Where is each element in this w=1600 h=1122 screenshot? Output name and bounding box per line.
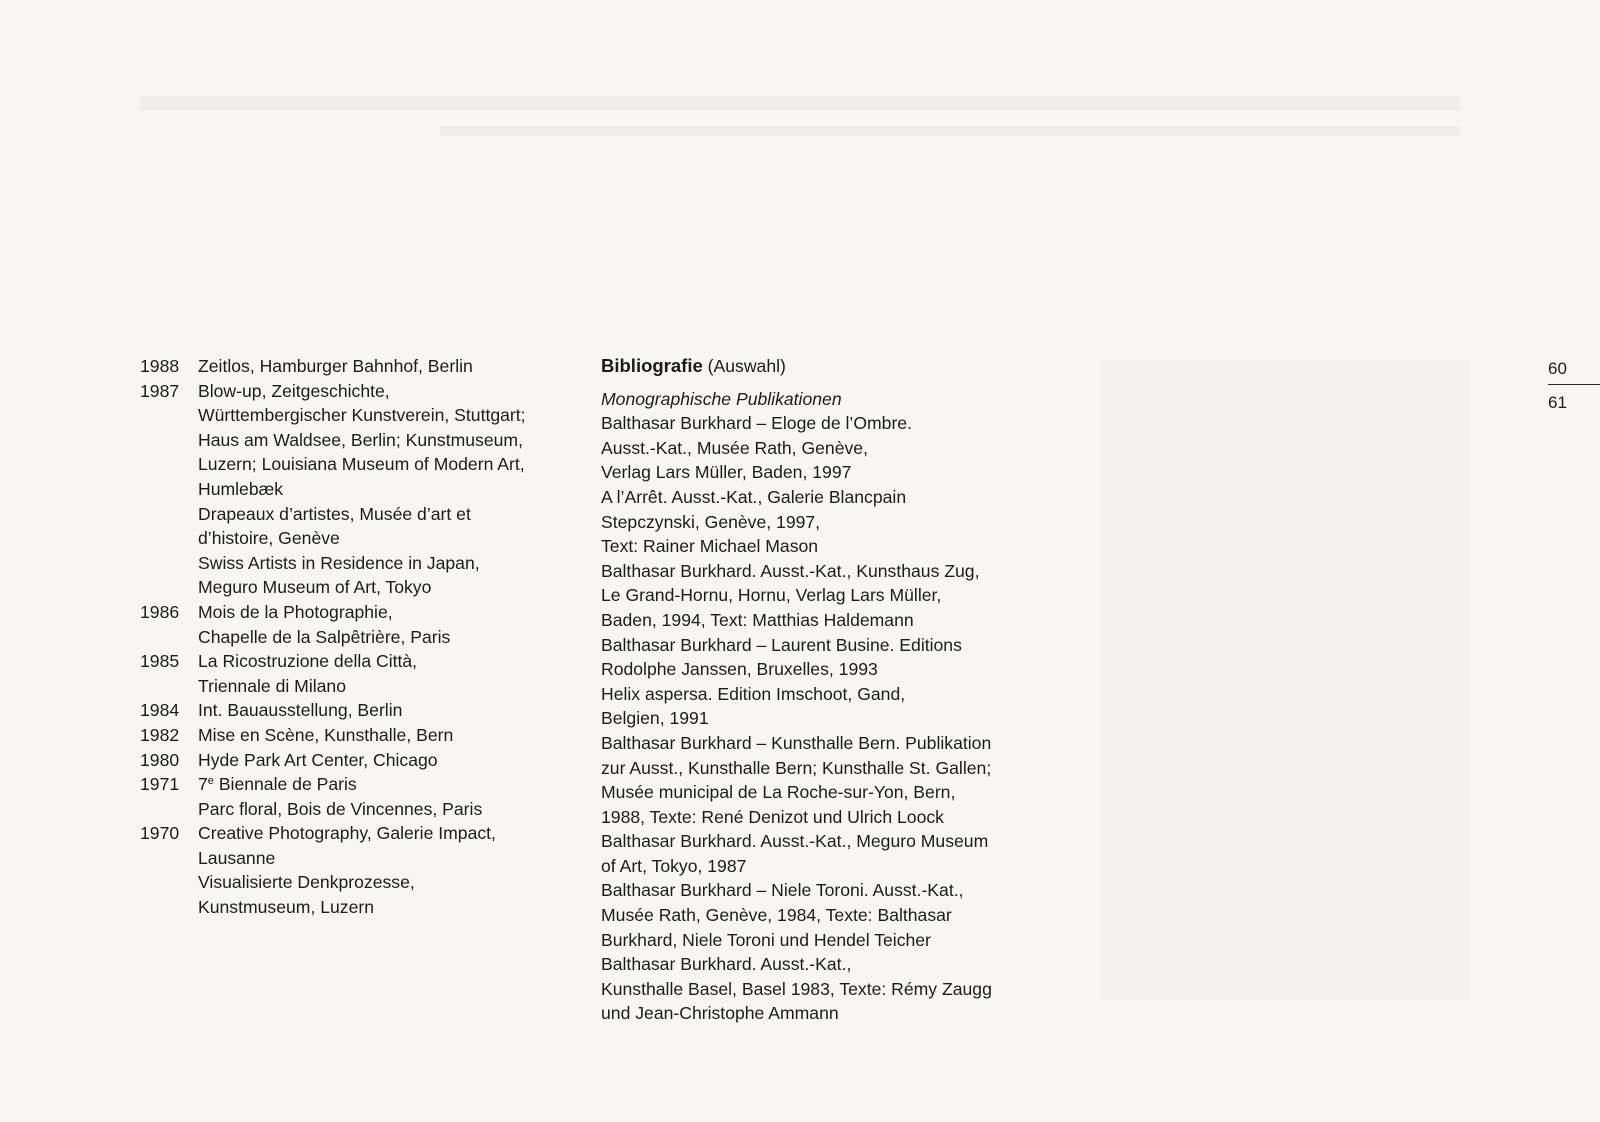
exhibition-line: Parc floral, Bois de Vincennes, Paris [198, 798, 483, 819]
bibliography-line: und Jean-Christophe Ammann [601, 1003, 839, 1024]
exhibition-year: 1986 [140, 601, 180, 622]
exhibition-line: Mois de la Photographie, [198, 601, 393, 622]
bibliography-line: A l’Arrêt. Ausst.-Kat., Galerie Blancpain [601, 486, 907, 507]
bibliography-line: Kunsthalle Basel, Basel 1983, Texte: Rémy Zaugg [601, 978, 992, 999]
bibliography-line: Musée Rath, Genève, 1984, Texte: Balthasar [601, 905, 952, 926]
bibliography-column [601, 354, 1041, 1026]
bibliography-line: Ausst.-Kat., Musée Rath, Genève, [601, 437, 868, 458]
bibliography-line: Le Grand-Hornu, Hornu, Verlag Lars Müller, [601, 585, 942, 606]
page-number-left: 60 [1548, 359, 1567, 378]
exhibition-line: La Ricostruzione della Città, [198, 651, 418, 672]
exhibition-entries [198, 723, 570, 748]
bibliography-line: Burkhard, Niele Toroni und Hendel Teicher [601, 929, 931, 950]
exhibitions-column [140, 354, 570, 920]
page-numbers [1548, 358, 1600, 414]
exhibition-row [140, 379, 570, 600]
bibliography-line: Balthasar Burkhard – Kunsthalle Bern. Publikation [601, 732, 992, 753]
exhibition-row [140, 354, 570, 379]
exhibition-row [140, 821, 570, 919]
exhibition-line: Blow-up, Zeitgeschichte, [198, 380, 390, 401]
exhibition-row [140, 698, 570, 723]
bibliography-line: Helix aspersa. Edition Imschoot, Gand, [601, 683, 906, 704]
exhibition-line: Visualisierte Denkprozesse, [198, 872, 415, 893]
bibliography-line: Balthasar Burkhard. Ausst.-Kat., Kunsthaus Zug, [601, 560, 980, 581]
exhibition-line: Meguro Museum of Art, Tokyo [198, 577, 432, 598]
exhibition-entries [198, 772, 570, 821]
exhibition-entries [198, 354, 570, 379]
bibliography-subheading: Monographische Publikationen [601, 388, 842, 409]
exhibition-line [198, 772, 570, 797]
bibliography-line: 1988, Texte: René Denizot und Ulrich Loock [601, 806, 944, 827]
exhibition-row [140, 772, 570, 821]
exhibition-line: Humlebæk [198, 478, 284, 499]
bibliography-line: Balthasar Burkhard – Eloge de l’Ombre. [601, 413, 912, 434]
ordinal-number: 7 [198, 774, 208, 795]
exhibition-line: d’histoire, Genève [198, 528, 340, 549]
exhibition-year: 1987 [140, 380, 180, 401]
bibliography-heading-qualifier: (Auswahl) [707, 356, 786, 376]
exhibition-row [140, 600, 570, 649]
exhibition-year: 1971 [140, 774, 180, 795]
exhibition-entries [198, 649, 570, 698]
exhibition-line: Kunstmuseum, Luzern [198, 897, 375, 918]
bibliography-line: Balthasar Burkhard. Ausst.-Kat., [601, 954, 852, 975]
bibliography-line: Baden, 1994, Text: Matthias Haldemann [601, 609, 914, 630]
exhibition-entries [198, 821, 570, 919]
exhibition-line: Drapeaux d’artistes, Musée d’art et [198, 503, 471, 524]
bibliography-line: Stepczynski, Genève, 1997, [601, 511, 821, 532]
bibliography-line: Verlag Lars Müller, Baden, 1997 [601, 462, 852, 483]
exhibition-line-text: Biennale de Paris [218, 774, 357, 795]
bibliography-line: Balthasar Burkhard – Laurent Busine. Editions [601, 634, 962, 655]
exhibition-line: Int. Bauausstellung, Berlin [198, 700, 403, 721]
exhibition-line: Hyde Park Art Center, Chicago [198, 749, 438, 770]
exhibition-line: Lausanne [198, 847, 276, 868]
exhibition-line: Creative Photography, Galerie Impact, [198, 823, 496, 844]
exhibition-row [140, 649, 570, 698]
exhibition-line: Luzern; Louisiana Museum of Modern Art, [198, 454, 525, 475]
exhibition-line: Haus am Waldsee, Berlin; Kunstmuseum, [198, 429, 523, 450]
show-through-subheading [440, 126, 1460, 136]
bibliography-line: Text: Rainer Michael Mason [601, 536, 819, 557]
ordinal-suffix: e [207, 775, 214, 788]
bibliography-heading [601, 354, 1041, 379]
bibliography-line: Balthasar Burkhard – Niele Toroni. Ausst.-Kat., [601, 880, 964, 901]
bibliography-line: of Art, Tokyo, 1987 [601, 855, 747, 876]
exhibition-year: 1984 [140, 700, 180, 721]
exhibition-year: 1988 [140, 356, 180, 376]
bibliography-entries [601, 411, 1041, 1026]
exhibition-year: 1970 [140, 823, 180, 844]
show-through-column [1100, 360, 1470, 1000]
exhibition-line: Swiss Artists in Residence in Japan, [198, 552, 480, 573]
exhibition-year: 1985 [140, 651, 180, 672]
bibliography-line: Rodolphe Janssen, Bruxelles, 1993 [601, 659, 878, 680]
exhibition-entries [198, 379, 570, 600]
bibliography-heading-bold: Bibliografie [601, 355, 703, 376]
page-number-right: 61 [1548, 393, 1567, 412]
bibliography-line: Musée municipal de La Roche-sur-Yon, Bern, [601, 782, 956, 803]
exhibition-line: Triennale di Milano [198, 675, 346, 696]
exhibition-line: Württembergischer Kunstverein, Stuttgart; [198, 405, 526, 426]
exhibition-year: 1980 [140, 749, 180, 770]
exhibition-entries [198, 698, 570, 723]
exhibition-line: Zeitlos, Hamburger Bahnhof, Berlin [198, 356, 473, 376]
exhibition-line: Chapelle de la Salpêtrière, Paris [198, 626, 451, 647]
bibliography-line: zur Ausst., Kunsthalle Bern; Kunsthalle St. Gallen; [601, 757, 992, 778]
exhibition-row [140, 723, 570, 748]
bibliography-line: Balthasar Burkhard. Ausst.-Kat., Meguro Museum [601, 831, 989, 852]
exhibition-entries [198, 600, 570, 649]
bibliography-line: Belgien, 1991 [601, 708, 709, 729]
exhibition-line: Mise en Scène, Kunsthalle, Bern [198, 724, 454, 745]
page-number-divider [1548, 384, 1600, 385]
exhibition-entries [198, 748, 570, 773]
exhibition-row [140, 748, 570, 773]
show-through-heading [140, 96, 1460, 110]
exhibition-year: 1982 [140, 724, 180, 745]
